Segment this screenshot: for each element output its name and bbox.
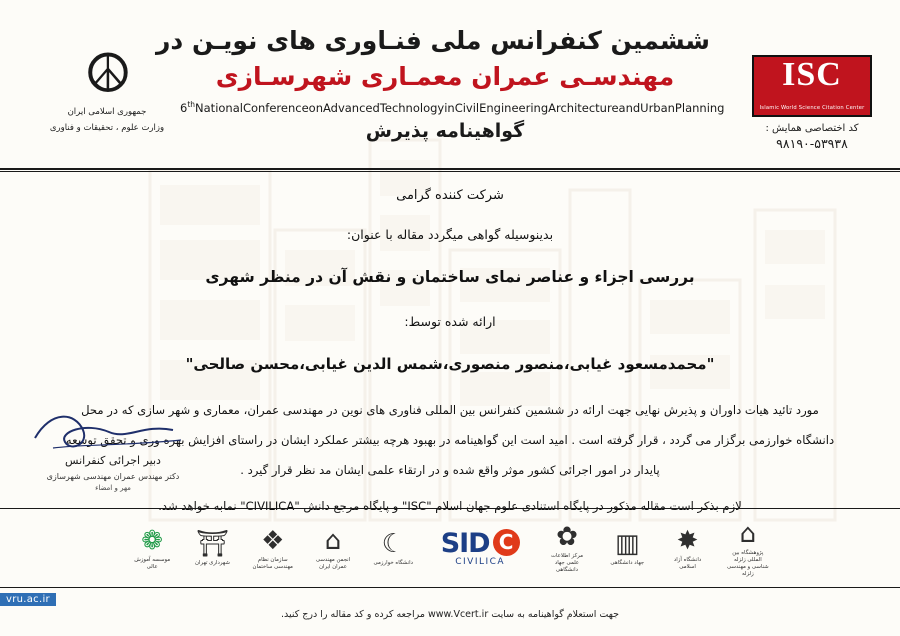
sponsor-logo-9 <box>130 526 174 571</box>
sponsor-9-icon: ❁ <box>141 525 164 556</box>
conference-title-fa-line1: ششمین کنفرانس ملی فنـاوری های نویـن در <box>156 26 710 55</box>
sponsor-4-icon: ✿ <box>556 522 578 552</box>
signature-role: دبیر اجرائی کنفرانس <box>65 454 161 467</box>
paper-title: بررسی اجزاء و عناصر نمای ساختمان و نقش آن در منظر شهری <box>205 268 695 286</box>
sponsor-logo-strip <box>0 508 900 588</box>
signature-scribble <box>18 404 208 458</box>
sponsor-6-caption: انجمن مهندسی عمران ایران <box>315 556 351 570</box>
sponsor-1-icon: ⌂ <box>739 518 757 549</box>
sponsor-logo-1 <box>726 519 770 578</box>
sponsor-logo-8 <box>190 529 234 567</box>
greeting-text: شركت كننده گرامی <box>396 188 504 203</box>
certificate-kind-title: گواهینامه پذیرش <box>365 119 525 142</box>
conference-title-fa-line2: مهندسـی عمران معمـاری شهرسـازی <box>215 62 675 91</box>
conference-code-value: ۹۸۱۹۰-۵۳۹۳۸ <box>776 136 848 151</box>
indexing-note: لازم بذكر است مقاله مذكور در پایگاه استنادی علوم جهان اسلام "ISC" و پایگاه مرجع دانش "CIVILICA" نمابه خواهد شد. <box>158 499 742 513</box>
sid-logo-text: SID <box>440 528 490 559</box>
conference-ordinal: 6 <box>180 100 188 115</box>
sponsor-2-caption: دانشگاه آزاد اسلامی <box>673 556 702 570</box>
sponsor-7-caption: سازمان نظام مهندسی ساختمان <box>252 556 293 570</box>
sponsor-logo-2 <box>665 526 709 571</box>
sponsor-1-caption: پژوهشگاه بین المللی زلزله شناسی و مهندسی زلزله <box>727 549 769 577</box>
approval-paragraph-line-3: پایدار در امور اجرائی کشور موثر واقع شده و در ارتقاء علمی ایشان مد نظر قرار گیرد . <box>240 463 660 477</box>
sponsor-3-icon: ▥ <box>614 529 640 559</box>
sponsor-5-icon: ☾ <box>381 529 405 559</box>
sid-civilica-logo <box>431 529 528 567</box>
sponsor-logo-4 <box>545 522 589 574</box>
header-divider <box>0 171 900 172</box>
isc-logo-text: ISC <box>782 56 842 93</box>
sponsor-9-caption: موسسه آموزش عالی <box>134 556 171 570</box>
ministry-emblem <box>42 42 172 134</box>
sponsor-logo-row <box>0 509 900 587</box>
sponsor-8-caption: شهرداری تهران <box>195 560 230 566</box>
sponsor-8-icon: ⛩ <box>195 529 229 559</box>
sponsor-7-icon: ❖ <box>261 525 285 556</box>
verification-note-pre: جهت استعلام گواهینامه به سایت <box>491 609 619 620</box>
authors-list: "محمدمسعود غیابی،منصور منصوری،شمس الدین غیابی،محسن صالحی" <box>185 355 715 373</box>
signature-block <box>18 404 208 492</box>
emblem-line-2: وزارت علوم ، تحقیقات و فناوری <box>49 123 165 133</box>
signature-stamp: مهر و امضاء <box>95 484 131 492</box>
verification-url[interactable]: www.Vcert.ir <box>428 609 489 620</box>
sponsor-6-icon: ⌂ <box>324 525 342 556</box>
civilica-badge-icon: C <box>493 529 520 556</box>
sponsor-4-caption: مرکز اطلاعات علمی جهاد دانشگاهی <box>550 553 584 573</box>
vru-watermark-tag: vru.ac.ir <box>0 593 56 606</box>
verification-note <box>0 609 900 620</box>
sponsor-logo-6 <box>311 526 355 571</box>
emblem-line-1: جمهوری اسلامی ایران <box>67 107 147 117</box>
approval-paragraph-line-1: مورد تائید هیات داوران و پذیرش نهایی جهت ارائه در ششمین کنفرانس بین المللی فناوری های نوین در مهندسی عمران، معماری و شهر سازی که در محل <box>81 403 819 417</box>
sponsor-logo-3 <box>605 529 649 567</box>
handwritten-signature-icon <box>23 404 203 458</box>
verification-note-post: مراجعه کرده و کد مقاله را درج کنید. <box>281 609 425 620</box>
certificate-header <box>0 0 900 170</box>
sponsor-2-icon: ✸ <box>676 525 699 556</box>
isc-block <box>752 55 872 151</box>
conference-title-block <box>156 24 725 142</box>
isc-logo <box>752 55 872 117</box>
sponsor-5-caption: دانشگاه خوارزمی <box>373 560 414 566</box>
presented-by-label: ارائه شده توسط: <box>404 314 496 329</box>
conference-title-en <box>180 100 725 115</box>
sponsor-3-caption: جهاد دانشگاهی <box>610 560 645 566</box>
conference-ordinal-suffix: th <box>187 100 196 109</box>
certify-text: بدینوسیله گواهی میگردد مقاله با عنوان: <box>346 227 554 242</box>
iran-emblem-icon: ☮ <box>83 42 131 105</box>
civilica-label: CIVILICA <box>455 557 506 567</box>
conference-code-label: کد اختصاصی همایش : <box>765 123 859 134</box>
conference-title-en-rest: NationalConferenceonAdvancedTechnologyinCivilEngineeringArchitectureandUrbanPlanning <box>195 100 725 115</box>
signature-name: دکتر مهندس عمران مهندسی شهرسازی <box>46 472 180 481</box>
sponsor-logo-5 <box>371 529 415 567</box>
isc-logo-subtitle: Islamic World Science Citation Center <box>759 105 865 111</box>
sponsor-logo-7 <box>251 526 295 571</box>
approval-paragraph-line-2: دانشگاه خوارزمی برگزار می گردد ، قرار گرفته است . امید است این گواهینامه در بهبود هرچه بیشتر عملکرد ایشان در راستای افزایش بهره وری و تحقق توسعه <box>65 433 835 447</box>
